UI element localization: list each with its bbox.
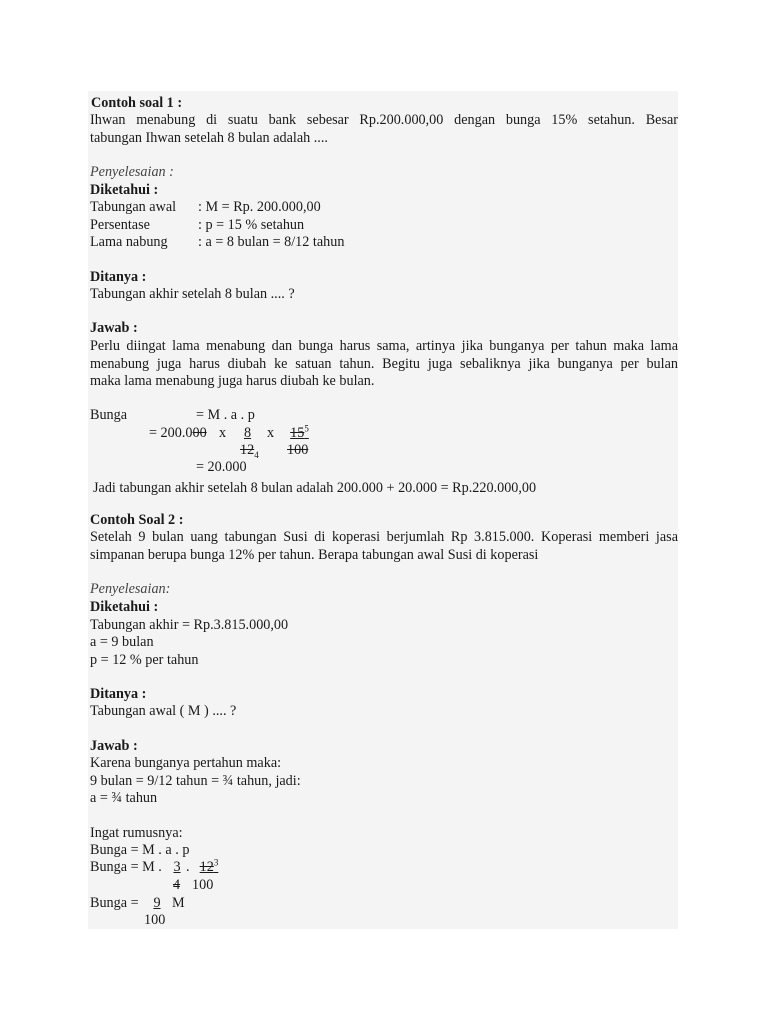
example-1-question-line-2: tabungan Ihwan setelah 8 bulan adalah ....: [90, 130, 328, 146]
example-2-question-line-1: Setelah 9 bulan uang tabungan Susi di koperasi berjumlah Rp 3.815.000. Koperasi memberi jasa: [90, 529, 678, 545]
known-label-3: Lama nabung: [90, 234, 168, 250]
answer-paragraph-line-2: menabung juga harus diubah ke satuan tahun. Begitu juga sebaliknya jika bunganya per bulan: [90, 356, 678, 372]
example-2-asked-text: Tabungan awal ( M ) .... ?: [90, 703, 237, 719]
example-2-title: Contoh Soal 2 :: [90, 512, 184, 528]
fraction-denominator-100-b: 100: [192, 877, 214, 893]
calc-result: = 20.000: [196, 459, 247, 475]
variable-m: M: [172, 895, 185, 911]
formula-line-2-prefix: Bunga = M .: [90, 859, 162, 875]
calc-line: [149, 425, 207, 442]
fraction-numerator-12: [193, 859, 225, 876]
example-1-title: Contoh soal 1 :: [91, 95, 183, 111]
example-2-solution-heading: Penyelesaian:: [90, 581, 171, 597]
answer-paragraph-line-3: maka lama menabung juga harus diubah ke bulan.: [90, 373, 375, 389]
example-2-work-line-3: a = ¾ tahun: [90, 790, 158, 806]
fraction-numerator-9: 9: [153, 895, 161, 911]
example-2-work-line-1: Karena bunganya pertahun maka:: [90, 755, 282, 771]
example-1-solution-heading: Penyelesaian :: [90, 164, 174, 180]
crossed-12: 12: [240, 442, 255, 458]
crossed-12-numerator: 12: [199, 859, 214, 875]
reduced-3: 3: [213, 857, 219, 868]
known-value-1: : M = Rp. 200.000,00: [198, 199, 321, 215]
example-1-known-heading: Diketahui :: [90, 182, 159, 198]
answer-paragraph-line-1: Perlu diingat lama menabung dan bunga harus sama, artinya jika bunganya per tahun maka lama: [90, 338, 678, 354]
example-2-question-line-2: simpanan berupa bunga 12% per tahun. Berapa tabungan awal Susi di koperasi: [90, 547, 539, 563]
example-1-asked-heading: Ditanya :: [90, 269, 147, 285]
example-1-conclusion: Jadi tabungan akhir setelah 8 bulan adalah 200.000 + 20.000 = Rp.220.000,00: [93, 480, 537, 496]
example-1-question-line-1: Ihwan menabung di suatu bank sebesar Rp.200.000,00 dengan bunga 15% setahun. Besar: [90, 112, 678, 128]
example-1-answer-heading: Jawab :: [90, 320, 138, 336]
example-2-known-line-2: a = 9 bulan: [90, 634, 154, 650]
fraction-denominator-100-c: 100: [144, 912, 166, 928]
example-2-work-line-2: 9 bulan = 9/12 tahun = ¾ tahun, jadi:: [90, 773, 301, 789]
crossed-15: 15: [290, 425, 305, 441]
example-2-known-heading: Diketahui :: [90, 599, 159, 615]
formula-line: = M . a . p: [196, 407, 255, 423]
fraction-numerator-3: 3: [173, 859, 181, 875]
formula-line-3-prefix: Bunga =: [90, 895, 139, 911]
example-2-known-line-3: p = 12 % per tahun: [90, 652, 199, 668]
fraction-numerator-8: 8: [243, 425, 252, 441]
reduced-4: 4: [254, 449, 259, 460]
known-value-3: : a = 8 bulan = 8/12 tahun: [198, 234, 345, 250]
multiply-dot: .: [186, 859, 190, 875]
example-2-known-line-1: Tabungan akhir = Rp.3.815.000,00: [90, 617, 289, 633]
formula-line-1: Bunga = M . a . p: [90, 842, 190, 858]
calc-principal: = 200.0: [149, 425, 193, 441]
reduced-5: 5: [304, 423, 309, 434]
multiply-sign-1: x: [219, 425, 227, 441]
example-2-answer-heading: Jawab :: [90, 738, 138, 754]
known-value-2: : p = 15 % setahun: [198, 217, 305, 233]
known-label-1: Tabungan awal: [90, 199, 177, 215]
calc-principal-crossed-zeros: 00: [192, 425, 207, 441]
formula-reminder-heading: Ingat rumusnya:: [90, 825, 183, 841]
known-label-2: Persentase: [90, 217, 150, 233]
document-page: [88, 91, 678, 929]
example-2-asked-heading: Ditanya :: [90, 686, 147, 702]
multiply-sign-2: x: [267, 425, 275, 441]
fraction-denominator-4: 4: [173, 877, 181, 893]
example-1-asked-text: Tabungan akhir setelah 8 bulan .... ?: [90, 286, 295, 302]
fraction-denominator-100: 100: [287, 442, 309, 458]
fraction-numerator-15: [283, 425, 316, 442]
bunga-label: Bunga: [90, 407, 128, 423]
fraction-denominator-12: [240, 442, 259, 459]
